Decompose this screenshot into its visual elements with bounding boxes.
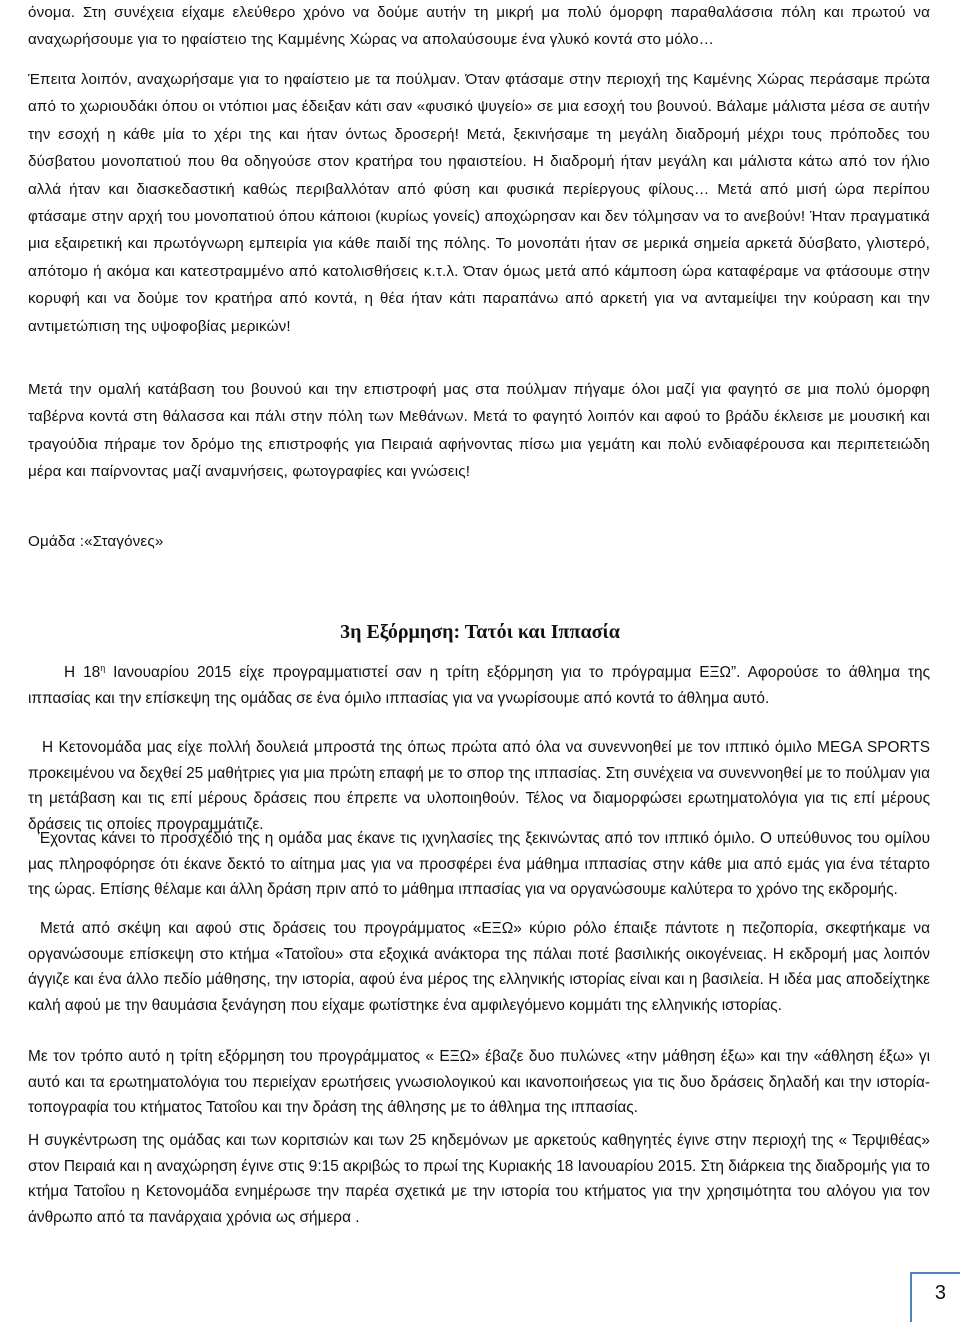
paragraph-preparation: Έχοντας κάνει το προσχέδιό της η ομάδα μας έκανε τις ιχνηλασίες της ξεκινώντας από τον ιππικό όμιλο. Ο υπεύθυνος του ομίλου μας πληροφόρησε ότι έκανε δεκτό το αίτημα μας για να προσφέρει ένα μάθημα ιππασίας στην κάθε μια από εμάς για ένα τέταρτο της ώρας. Επίσης θέλαμε και άλλη δράση πριν από το μάθημα ιππασίας για να οργανώσουμε καλύτερα το χρόνο της εκδρομής. — [28, 830, 930, 899]
ordinal-superscript: η — [100, 662, 106, 673]
paragraph-departure: Η συγκέντρωση της ομάδας και των κοριτσιών και των 25 κηδεμόνων με αρκετούς καθηγητές έγινε στην περιοχή της « Τερψιθέας» στον Πειραιά και η αναχώρηση έγινε στις 9:15 ακριβώς το πρωί της Κυριακής 18 Ιανουαρίου 2015. Στη διάρκεια της διαδρομής για το κτήμα Τατοΐου η Κετονομάδα ενημέρωσε την παρέα σχετικά με την ιστορία του κτήματος για την χρησιμότητα του αλόγου για τον άνθρωπο από τα πανάρχαια χρόνια ως σήμερα . — [28, 1132, 930, 1226]
paragraph-text: Ιανουαρίου 2015 είχε προγραμματιστεί σαν η τρίτη εξόρμηση για το πρόγραμμα ΕΞΩ”. Αφορούσε το άθλημα της ιππασίας και την επίσκεψη της ομάδας σε ένα όμιλο ιππασίας για να γνωρίσουμε από κοντά το άθλημα αυτό. — [28, 664, 930, 707]
paragraph-volcano — [28, 66, 930, 340]
page-number: 3 — [934, 1282, 946, 1304]
paragraph-tatoi: Μετά από σκέψη και αφού στις δράσεις του προγράμματος «ΕΞΩ» κύριο ρόλο έπαιξε πάντοτε η πεζοπορία, σκεφτήκαμε να οργανώσουμε επίσκεψη στο κτήμα «Τατοΐου» στα εξοχικά ανάκτορα της πάλαι ποτέ βασιλικής οικογένειας. Η εκδρομή μας λοιπόν άγγιζε και ένα άλλο πεδίο μάθησης, την ιστορία, αφού ένα μέρος της ελληνικής ιστορίας είναι και η βασιλεία. Η ιδέα μας αποδείχτηκε καλή αφού με την θαυμάσια ξενάγηση που είχαμε φωτίστηκε ένα αμφιλεγόμενο κομμάτι της ελληνικής ιστορίας. — [28, 920, 930, 1014]
paragraph-pillars: Με τον τρόπο αυτό η τρίτη εξόρμηση του προγράμματος « ΕΞΩ» έβαζε δυο πυλώνες «την μάθηση έξω» και την «άθληση έξω» γι αυτό και τα ερωτηματολόγια του περιείχαν ερωτήσεις γνωσιολογικού και ικανοποιήσεως για τις δυο δράσεις δηλαδή και την ιστορία- τοπογραφία του κτήματος Τατοΐου και την δράση της άθλησης με το άθλημα της ιππασίας. — [28, 1048, 930, 1117]
paragraph-date — [28, 660, 930, 711]
paragraph-text: όνομα. Στη συνέχεια είχαμε ελεύθερο χρόνο να δούμε αυτήν τη μικρή μα πολύ όμορφη παραθαλάσσια πόλη και πρωτού να αναχωρήσουμε για το ηφαίστειο της Καμμένης Χώρας να απολαύσουμε ένα γλυκό κοντά στο μόλο… — [28, 4, 930, 49]
page-number-box — [910, 1272, 960, 1322]
paragraph-intro-continuation — [28, 0, 930, 54]
date-prefix: Η 18 — [64, 664, 101, 681]
paragraph-text: Έπειτα λοιπόν, αναχωρήσαμε για το ηφαίστειο με τα πούλμαν. Όταν φτάσαμε στην περιοχή της Καμένης Χώρας περάσαμε πρώτα από το χωριουδάκι όπου οι ντόπιοι μας έδειξαν κάτι σαν «φυσικό ψυγείο» σε μια εσοχή του βουνού. Βάλαμε μάλιστα μέσα σε αυτήν την εσοχή η κάθε μία το χέρι της και ήταν όντως δροσερή! Μετά, ξεκινήσαμε τη μεγάλη διαδρομή μέχρι τους πρόποδες του δύσβατου μονοπατιού που θα οδηγούσε στον κρατήρα του ηφαιστείου. Η διαδρομή ήταν μεγάλη και μάλιστα κάτω από τον ήλιο αλλά ήταν και διασκεδαστική καθώς περιβαλλόταν από φύση και φυσικά περίεργους φίλους… Μετά από μισή ώρα περίπου φτάσαμε στην αρχή του μονοπατιού όπου κάποιοι (κυρίως γονείς) αποχώρησαν και δεν τόλμησαν να το ανεβούν! Ήταν πραγματικά μια εξαιρετική και πρωτόγνωρη εμπειρία για κάθε παιδί της πόλης. Το μονοπάτι ήταν σε μερικά σημεία αρκετά δύσβατο, γλιστερό, απότομο ή ακόμα και κατεστραμμένο από κατολισθήσεις κ.τ.λ. Όταν όμως μετά από κάμποση ώρα καταφέραμε να φτάσουμε στην κορυφή και να δούμε τον κρατήρα από κοντά, η θέα ήταν κάτι παραπάνω από αρκετή για να ανταμείψει την κούραση και την αντιμετώπιση της υψοφοβίας μερικών! — [28, 71, 930, 335]
section-heading: 3η Εξόρμηση: Τατόι και Ιππασία — [340, 621, 620, 643]
paragraph-return — [28, 376, 930, 486]
paragraph-text: Μετά την ομαλή κατάβαση του βουνού και την επιστροφή μας στα πούλμαν πήγαμε όλοι μαζί για φαγητό σε μια πολύ όμορφη ταβέρνα κοντά στη θάλασσα και πάλι στην πόλη των Μεθάνων. Μετά το φαγητό λοιπόν και αφού το βράδυ έκλεισε με μουσική και τραγούδια πήραμε τον δρόμο της επιστροφής για Πειραιά αφήνοντας πίσω μια γεμάτη και πολύ ενδιαφέρουσα και περιπετειώδη μέρα και παίρνοντας μαζί αναμνήσεις, φωτογραφίες και γνώσεις! — [28, 381, 930, 481]
paragraph-team-work: Η Κετονομάδα μας είχε πολλή δουλειά μπροστά της όπως πρώτα από όλα να συνεννοηθεί με τον ιππικό όμιλο MEGA SPORTS προκειμένου να δεχθεί 25 μαθήτριες για μια πρώτη επαφή με το σπορ της ιππασίας. Στη συνέχεια να συνεννοηθεί με το πούλμαν για τη μετάβαση και τις επί μέρους δράσεις που έπρεπε να υλοποιηθούν. Τέλος να διαμορφώσει ερωτηματολόγια για τις επί μέρους δράσεις τις οποίες προγραμμάτιζε. — [28, 739, 930, 833]
team-signature: Ομάδα :«Σταγόνες» — [28, 533, 164, 550]
